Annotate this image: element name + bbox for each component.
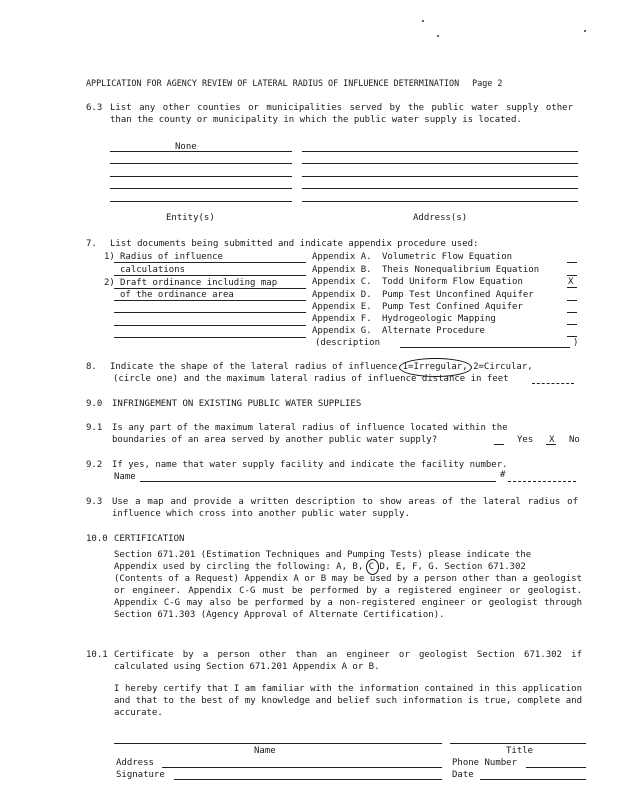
address-line[interactable] (302, 201, 578, 202)
irregular-option[interactable] (403, 361, 468, 373)
speck (422, 20, 424, 22)
entity-entry-none[interactable]: None (175, 142, 197, 152)
address-line[interactable] (302, 188, 578, 189)
address-field[interactable] (162, 767, 442, 768)
q9-2-number: 9.2 (86, 460, 103, 470)
address-column-label: Address(s) (413, 213, 468, 223)
title-label: Title (506, 746, 534, 756)
date-label: Date (452, 770, 474, 780)
yes-checkbox[interactable] (494, 444, 504, 445)
form-title: APPLICATION FOR AGENCY REVIEW OF LATERAL RADIUS OF INFLUENCE DETERMINATION (86, 78, 460, 88)
appendix-code: Appendix C. (312, 277, 372, 287)
section-7-number: 7. (86, 239, 97, 249)
appendix-code: Appendix B. (312, 265, 372, 275)
page-number: Page 2 (472, 78, 503, 88)
appendix-code: Appendix F. (312, 314, 372, 324)
doc-2-line2[interactable]: of the ordinance area (120, 290, 234, 300)
doc-number: 2) (104, 278, 115, 288)
speck (437, 35, 439, 37)
entity-line[interactable] (110, 176, 292, 177)
description-line[interactable] (400, 347, 570, 348)
appendix-desc: Theis Nonequalibrium Equation (382, 265, 540, 275)
section-10-heading: CERTIFICATION (114, 534, 185, 544)
cert-line2-post: D, E, F, G. Section 671.302 (379, 562, 526, 572)
cert-line2-pre: Appendix used by circling the following: A, B, (114, 562, 364, 572)
section-8-line1 (110, 361, 533, 373)
signature-field[interactable] (174, 779, 442, 780)
q9-3-text: Use a map and provide a written description to show areas of the lateral radius of influence which cross into another public water supply. (112, 497, 578, 519)
speck (584, 30, 586, 32)
doc-line (114, 275, 306, 276)
signature-label: Signature (116, 770, 165, 780)
appendix-code: Appendix D. (312, 290, 372, 300)
address-label: Address (116, 758, 154, 768)
appendix-desc: Hydrogeologic Mapping (382, 314, 496, 324)
doc-line (114, 300, 306, 301)
section-9-number: 9.0 (86, 399, 103, 409)
yes-label: Yes (517, 435, 534, 445)
description-close: ) (573, 338, 579, 348)
doc-line (114, 262, 306, 263)
entity-column-label: Entity(s) (166, 213, 215, 223)
entity-line[interactable] (110, 201, 292, 202)
appendix-check-blank[interactable] (567, 262, 577, 263)
appendix-check-blank (567, 287, 577, 288)
doc-1-line2[interactable]: calculations (120, 265, 186, 275)
appendix-desc: Pump Test Confined Aquifer (382, 302, 523, 312)
section-6-3-number: 6.3 (86, 103, 103, 113)
section-8-line2: (circle one) and the maximum lateral radius of influence distance in feet (113, 374, 509, 384)
section-10-1-number: 10.1 (86, 650, 108, 660)
q9-1-number: 9.1 (86, 423, 103, 433)
section-7-text: List documents being submitted and indicate appendix procedure used: (110, 239, 479, 249)
appendix-check-blank[interactable] (567, 300, 577, 301)
appendix-desc: Todd Uniform Flow Equation (382, 277, 523, 287)
description-label: (description (315, 338, 381, 348)
address-line[interactable] (302, 151, 578, 152)
date-field[interactable] (480, 779, 586, 780)
circular-option[interactable]: 2=Circular, (473, 362, 533, 372)
q9-1-line2: boundaries of an area served by another public water supply? (112, 435, 438, 445)
entity-line[interactable] (110, 163, 292, 164)
name-line[interactable] (114, 743, 442, 744)
entity-line[interactable] (110, 151, 292, 152)
address-line[interactable] (302, 163, 578, 164)
appendix-desc: Alternate Procedure (382, 326, 485, 336)
no-label: No (569, 435, 580, 445)
max-distance-field[interactable] (532, 383, 574, 384)
cert-line2 (114, 561, 526, 573)
doc-2-line1[interactable]: Draft ordinance including map (120, 278, 278, 288)
section-10-number: 10.0 (86, 534, 108, 544)
q9-2-line1: If yes, name that water supply facility and indicate the facility number. (112, 460, 508, 470)
shape-question: Indicate the shape of the lateral radius of influence (110, 362, 398, 372)
appendix-desc: Volumetric Flow Equation (382, 252, 513, 262)
doc-line (114, 312, 306, 313)
appendix-code: Appendix A. (312, 252, 372, 262)
q9-3-number: 9.3 (86, 497, 103, 507)
facility-name-field[interactable] (140, 481, 496, 482)
address-line[interactable] (302, 176, 578, 177)
appendix-code: Appendix E. (312, 302, 372, 312)
appendix-check-blank[interactable] (567, 312, 577, 313)
appendix-check-blank[interactable] (567, 324, 577, 325)
certification-statement: I hereby certify that I am familiar with the information contained in this application and that to the best of my knowledge and belief such information is true, complete and accurate. (114, 684, 582, 718)
doc-1-line1[interactable]: Radius of influence (120, 252, 223, 262)
phone-label: Phone Number (452, 758, 518, 768)
appendix-c-label: C (368, 562, 375, 572)
name-label: Name (254, 746, 276, 756)
section-9-heading: INFRINGEMENT ON EXISTING PUBLIC WATER SUPPLIES (112, 399, 362, 409)
section-10-1-text: Certificate by a person other than an engineer or geologist Section 671.302 if calculated using Section 671.201 Appendix A or B. (114, 650, 582, 672)
facility-number-field[interactable] (508, 481, 576, 482)
facility-name-label: Name (114, 472, 136, 482)
doc-line (114, 337, 306, 338)
appendix-desc: Pump Test Unconfined Aquifer (382, 290, 534, 300)
title-line[interactable] (450, 743, 586, 744)
doc-number: 1) (104, 252, 115, 262)
appendix-code: Appendix G. (312, 326, 372, 336)
entity-line[interactable] (110, 188, 292, 189)
cert-body: (Contents of a Request) Appendix A or B may be used by a person other than a geologist or engineer. Appendix C-G must be performed by a registered engineer or geologist. Appendix C-G may also be performed by a non-registered engineer or geologist through Section 671.303 (Agency Approval of Alternate Certification). (114, 574, 582, 620)
no-checkbox (546, 444, 556, 445)
section-6-3-text: List any other counties or municipalities served by the public water supply other than the county or municipality in which the public water supply is located. (110, 103, 573, 125)
cert-line1: Section 671.201 (Estimation Techniques and Pumping Tests) please indicate the (114, 550, 532, 560)
appendix-c-option[interactable] (369, 561, 374, 573)
page-header (86, 77, 502, 89)
facility-number-label: # (500, 470, 506, 480)
no-check-mark[interactable]: X (549, 435, 555, 445)
appendix-check-mark[interactable]: X (568, 277, 574, 287)
section-8-number: 8. (86, 362, 97, 372)
doc-line (114, 325, 306, 326)
irregular-label: 1=Irregular, (402, 362, 468, 372)
phone-field[interactable] (526, 767, 586, 768)
q9-1-line1: Is any part of the maximum lateral radius of influence located within the (112, 423, 508, 433)
